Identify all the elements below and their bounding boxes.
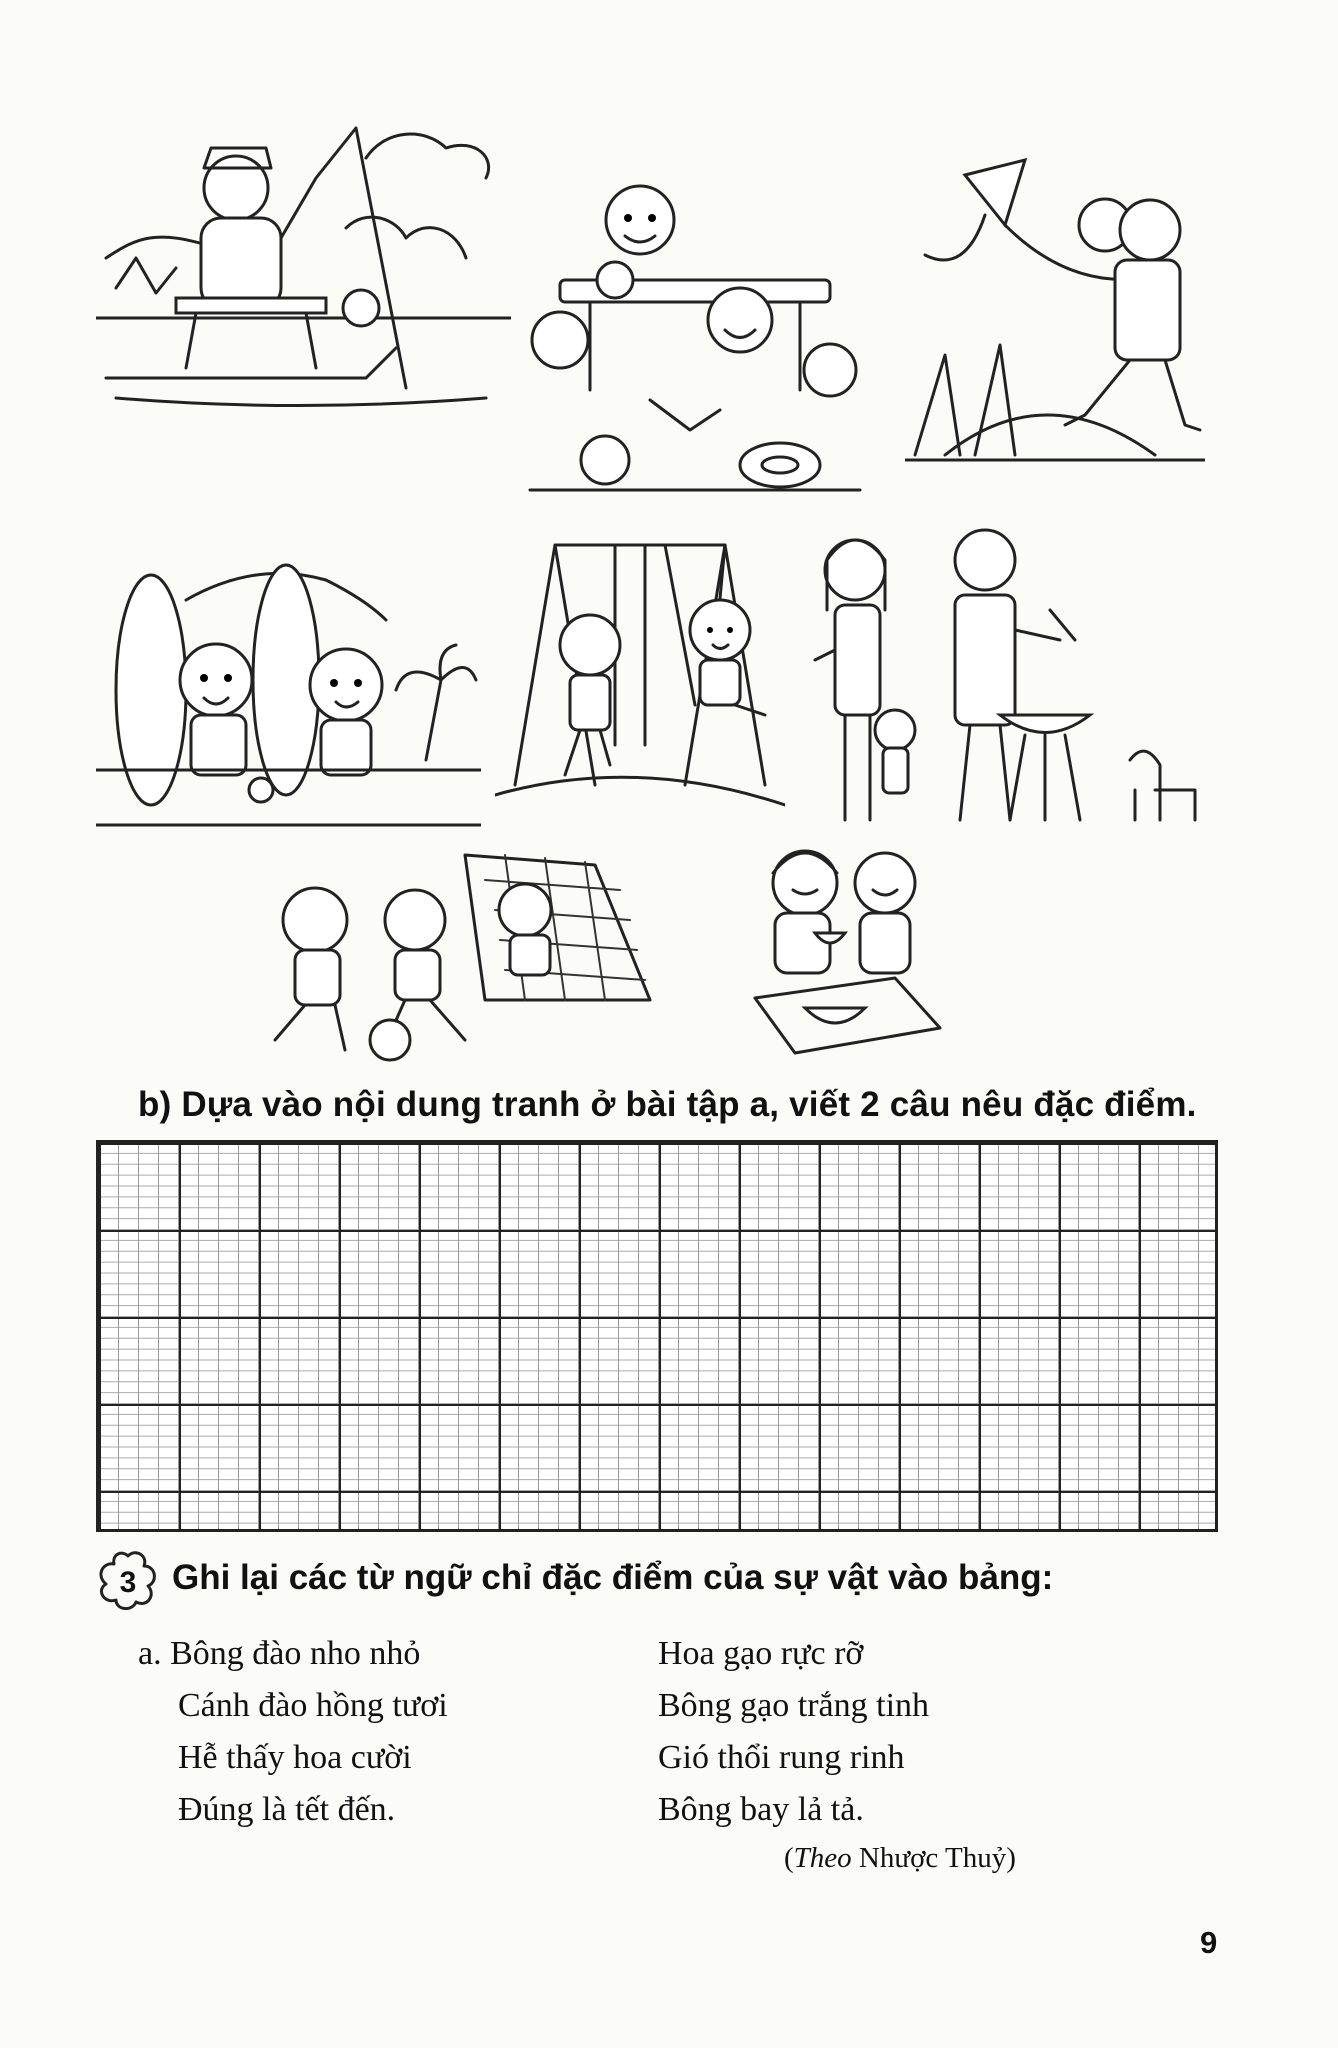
exercise-label: a. (138, 1635, 162, 1672)
football-goal-scene (265, 850, 655, 1065)
instruction-b: b) Dựa vào nội dung tranh ở bài tập a, viết 2 câu nêu đặc điểm. (138, 1085, 1197, 1124)
poem-line: a. Bông đào nho nhỏ (138, 1635, 421, 1672)
watermelon-picnic-scene (745, 838, 945, 1068)
swing-scene (495, 535, 785, 835)
poem-stanza-left (138, 1628, 448, 1836)
poem-line: Gió thổi rung rinh (658, 1739, 905, 1776)
kite-running-scene (905, 155, 1205, 465)
flower-number-badge (98, 1550, 158, 1610)
exercise-number: 3 (119, 1566, 137, 1599)
family-barbecue-scene (805, 520, 1205, 835)
playground-kids-scene (520, 170, 875, 500)
poem-line: Hoa gạo rực rỡ (658, 1635, 864, 1672)
poem-line: Bông bay lả tả. (658, 1791, 864, 1828)
exercise-title: Ghi lại các từ ngữ chỉ đặc điểm của sự vật vào bảng: (172, 1558, 1054, 1597)
poem-line: Hễ thấy hoa cười (178, 1739, 412, 1776)
writing-grid[interactable] (96, 1140, 1218, 1532)
page-number: 9 (1200, 1925, 1218, 1960)
poem-source: (Theo Nhược Thuỷ) (784, 1842, 1016, 1874)
poem-line: Cánh đào hồng tươi (178, 1687, 448, 1724)
poem-line: Bông gạo trắng tinh (658, 1687, 930, 1724)
poem-line: Đúng là tết đến. (178, 1791, 396, 1828)
fishing-scene (96, 118, 511, 418)
poem-stanza-right (658, 1628, 929, 1836)
beach-surfboard-scene (96, 560, 481, 835)
